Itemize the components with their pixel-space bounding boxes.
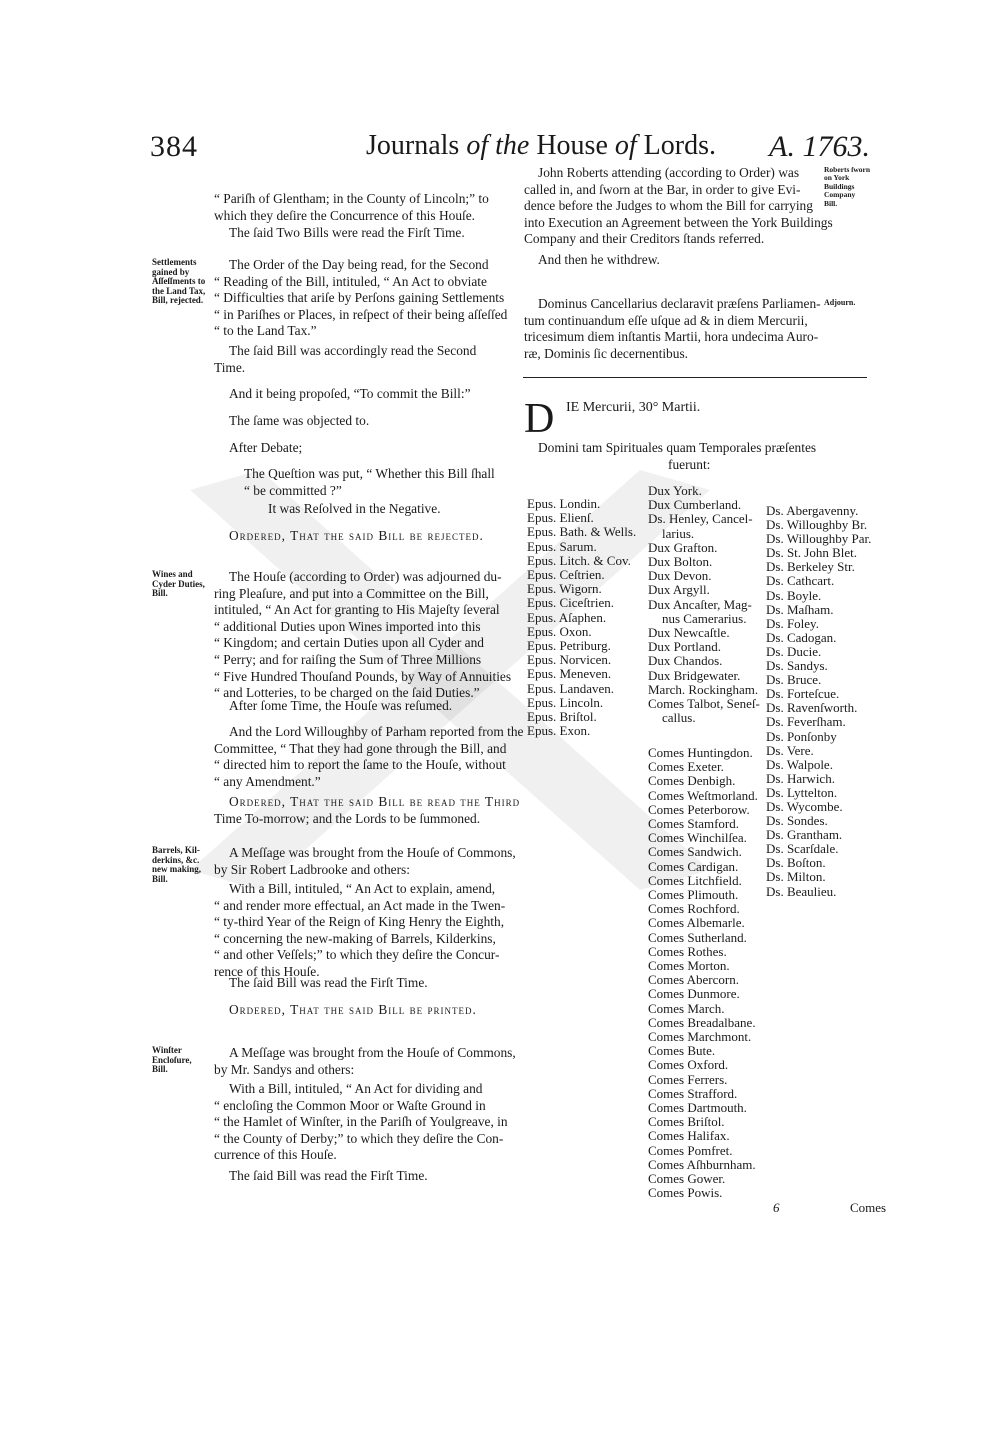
dukes-list: [648, 484, 760, 725]
list-item: Ds. Berkeley Str.: [766, 559, 855, 575]
list-item: larius.: [662, 525, 695, 541]
right-paragraph-2: And then he withdrew.: [538, 252, 660, 267]
list-item: Dux Bridgewater.: [648, 667, 741, 683]
margin-note-settlements: Settlements gained by Aſſeſſments to the Land Tax, Bill, rejected.: [152, 257, 206, 306]
list-item: Comes Denbigh.: [648, 773, 736, 789]
list-item: Comes Peterborow.: [648, 801, 750, 817]
list-item: Comes Dartmouth.: [648, 1100, 747, 1116]
list-item: Epus. Ciceſtrien.: [527, 595, 615, 611]
list-item: Ds. Lyttelton.: [766, 784, 838, 800]
list-item: Ds. Maſham.: [766, 601, 834, 617]
list-item: Ds. Forteſcue.: [766, 686, 840, 702]
section-divider: [523, 377, 867, 378]
list-item: Comes Plimouth.: [648, 887, 739, 903]
list-item: Comes Sutherland.: [648, 929, 747, 945]
list-item: Ds. Ponſonby: [766, 728, 837, 744]
left-paragraph-2: The ſaid Two Bills were read the Firſt Time.: [229, 225, 465, 240]
list-item: Epus. Bath. & Wells.: [527, 524, 637, 540]
list-item: Dux Portland.: [648, 639, 721, 655]
list-item: Ds. Willoughby Br.: [766, 517, 868, 533]
list-item: Comes March.: [648, 1000, 725, 1016]
left-paragraph-16: With a Bill, intituled, “ An Act to explain, amend, “ and render more effectual, an Act made in the Twen- “ ty-third Year of the Reign of King Henry the Eighth, “ concerning the new-making of Barrels, Kilderkins, “ and other Veſſels;” to which they deſire the Concur- rence of this Houſe.: [214, 881, 506, 979]
list-item: Comes Marchmont.: [648, 1029, 752, 1045]
list-item: Ds. Walpole.: [766, 756, 833, 772]
list-item: Epus. Wigorn.: [527, 581, 602, 597]
list-item: Comes Gower.: [648, 1171, 726, 1187]
list-item: Dux Cumberland.: [648, 497, 742, 513]
presence-heading: Domini tam Spirituales quam Temporales præſentes fuerunt:: [538, 440, 817, 472]
left-paragraph-17: The ſaid Bill was read the Firſt Time.: [229, 975, 428, 990]
margin-note-adjourn: Adjourn.: [824, 298, 856, 307]
list-item: Ds. Foley.: [766, 615, 819, 631]
list-item: Ds. Beaulieu.: [766, 883, 837, 899]
list-item: Dux Chandos.: [648, 653, 723, 669]
list-item: March. Rockingham.: [648, 681, 759, 697]
list-item: Ds. Ducie.: [766, 643, 822, 659]
margin-note-barrels: Barrels, Kil- derkins, &c. new making, Bill.: [152, 845, 202, 884]
list-item: Ds. Bruce.: [766, 672, 822, 688]
left-paragraph-9: It was Reſolved in the Negative.: [268, 501, 441, 516]
list-item: Epus. Norvicen.: [527, 652, 612, 668]
list-item: Ds. Abergavenny.: [766, 503, 859, 518]
left-paragraph-1: “ Pariſh of Glentham; in the County of Lincoln;” to which they deſire the Concurrence of this Houſe.: [214, 191, 489, 223]
list-item: Comes Morton.: [648, 958, 730, 974]
list-item: Epus. Landaven.: [527, 680, 615, 696]
left-paragraph-12: After ſome Time, the Houſe was reſumed.: [229, 698, 453, 713]
left-paragraph-7: After Debate;: [229, 440, 303, 455]
list-item: Comes Bute.: [648, 1043, 716, 1059]
title-word: the: [495, 130, 530, 161]
left-paragraph-20: With a Bill, intituled, “ An Act for dividing and “ encloſing the Common Moor or Waſte Ground in “ the Hamlet of Winſter, in the Pariſh of Youlgreave, in “ the County of Derby;” to which they deſire the Con- currence of this Houſe.: [214, 1081, 508, 1163]
left-paragraph-10: Ordered, That the ſaid Bill be rejected.: [229, 528, 484, 543]
list-item: Ds. Ravenſworth.: [766, 700, 858, 716]
right-paragraph-3: Dominus Cancellarius declaravit præſens Parliamen- tum continuandum eſſe uſque ad & in diem Mercurii, tricesimum diem inſtantis Martii, hora undecima Auro- ræ, Dominis ſic decernentibus.: [524, 296, 821, 361]
list-item: callus.: [662, 710, 696, 726]
list-item: Comes Litchfield.: [648, 872, 742, 888]
catchword: Comes: [850, 1200, 887, 1215]
list-item: Comes Pomfret.: [648, 1142, 733, 1158]
list-item: Ds. Cadogan.: [766, 629, 837, 645]
list-item: Epus. Ceſtrien.: [527, 567, 605, 583]
list-item: Epus. Meneven.: [527, 666, 612, 682]
title-word: of: [614, 130, 637, 161]
list-item: Epus. Elienſ.: [527, 510, 594, 526]
list-item: Comes Dunmore.: [648, 986, 740, 1002]
list-item: Comes Cardigan.: [648, 858, 739, 874]
list-item: Epus. Petriburg.: [527, 638, 611, 654]
list-item: Ds. Milton.: [766, 869, 826, 885]
title-word: Lords.: [643, 130, 716, 161]
journal-title: [366, 130, 716, 162]
list-item: Comes Ferrers.: [648, 1071, 728, 1087]
left-paragraph-11: The Houſe (according to Order) was adjourned du- ring Pleaſure, and put into a Committee on the Bill, intituled, “ An Act for granting to His Majeſty ſeveral “ additional Duties upon Wines imported into this “ Kingdom; and certain Duties upon all Cyder and “ Perry; and for raiſing the Sum of Three Millions “ Five Hundred Thouſand Pounds, by Way of Annuities “ and Lotteries, to be charged on the ſaid Duties.”: [214, 569, 512, 701]
title-word: House: [536, 130, 608, 161]
list-item: Dux York.: [648, 483, 702, 498]
left-paragraph-6: The ſame was objected to.: [229, 413, 370, 428]
left-paragraph-19: A Meſſage was brought from the Houſe of Commons, by Mr. Sandys and others:: [214, 1045, 516, 1077]
list-item: Epus. Sarum.: [527, 538, 597, 554]
barons-list: [766, 504, 871, 899]
list-item: Ds. Boyle.: [766, 587, 822, 603]
left-paragraph-4: The ſaid Bill was accordingly read the Second Time.: [214, 343, 477, 375]
list-item: Ds. Grantham.: [766, 827, 843, 843]
list-item: Ds. Henley, Cancel-: [648, 511, 753, 527]
year-heading: A. 1763.: [769, 130, 870, 163]
list-item: Ds. Feverſham.: [766, 714, 846, 730]
list-item: Comes Sandwich.: [648, 844, 742, 860]
list-item: Comes Huntingdon.: [648, 745, 753, 760]
left-paragraph-5: And it being propoſed, “To commit the Bill:”: [229, 386, 471, 401]
list-item: Comes Aſhburnham.: [648, 1156, 756, 1172]
list-item: Dux Devon.: [648, 568, 712, 584]
list-item: Dux Bolton.: [648, 554, 713, 570]
margin-note-wines: Wines and Cyder Duties, Bill.: [152, 569, 205, 599]
list-item: Ds. Boſton.: [766, 855, 826, 871]
left-paragraph-21: The ſaid Bill was read the Firſt Time.: [229, 1168, 428, 1183]
list-item: Epus. Aſaphen.: [527, 609, 607, 625]
margin-note-roberts: Roberts ſworn on York Buildings Company Bill.: [824, 165, 871, 208]
left-paragraph-13: And the Lord Willoughby of Parham reported from the Committee, “ That they had gone through the Bill, and “ directed him to report the ſame to the Houſe, without “ any Amendment.”: [214, 724, 524, 789]
list-item: Comes Rothes.: [648, 943, 727, 959]
signature-mark: 6: [773, 1200, 780, 1215]
list-item: Ds. St. John Blet.: [766, 545, 858, 561]
margin-note-winster: Winſter Encloſure, Bill.: [152, 1045, 192, 1075]
list-item: Epus. Londin.: [527, 496, 601, 511]
day-heading: IE Mercurii, 30° Martii.: [566, 400, 701, 415]
list-item: Ds. Sandys.: [766, 658, 828, 674]
list-item: Ds. Wycombe.: [766, 798, 843, 814]
title-word: Journals: [366, 130, 460, 161]
list-item: Epus. Lincoln.: [527, 694, 604, 710]
list-item: Epus. Briſtol.: [527, 709, 597, 725]
list-item: Dux Grafton.: [648, 539, 718, 555]
right-paragraph-1: John Roberts attending (according to Order) was called in, and ſworn at the Bar, in order to give Evi- dence before the Judges to whom the Bill for carrying into Execution an Agreement between the York Buildings Company and their Creditors ſtands referred.: [524, 165, 833, 247]
list-item: Comes Oxford.: [648, 1057, 729, 1073]
list-item: Epus. Litch. & Cov.: [527, 552, 631, 568]
list-item: Comes Talbot, Seneſ-: [648, 696, 760, 712]
list-item: Comes Albemarle.: [648, 915, 745, 931]
left-paragraph-18: Ordered, That the ſaid Bill be printed.: [229, 1002, 477, 1017]
list-item: Comes Rochford.: [648, 901, 740, 917]
list-item: Comes Breadalbane.: [648, 1014, 756, 1030]
left-paragraph-14: Ordered, That the ſaid Bill be read the Third Time To-morrow; and the Lords to be ſummoned.: [214, 794, 521, 826]
list-item: nus Camerarius.: [662, 610, 747, 626]
page-number: 384: [150, 130, 198, 163]
list-item: Comes Strafford.: [648, 1085, 738, 1101]
list-item: Dux Ancaſter, Mag-: [648, 596, 752, 612]
list-item: Comes Stamford.: [648, 816, 739, 832]
list-item: Comes Briſtol.: [648, 1114, 725, 1130]
list-item: Ds. Cathcart.: [766, 573, 835, 589]
list-item: Comes Winchilſea.: [648, 830, 747, 846]
list-item: Ds. Vere.: [766, 742, 814, 758]
earls-list: [648, 746, 758, 1201]
list-item: Comes Halifax.: [648, 1128, 730, 1144]
list-item: Ds. Willoughby Par.: [766, 531, 872, 547]
title-word: of: [466, 130, 489, 161]
list-item: Comes Exeter.: [648, 759, 724, 775]
list-item: Comes Powis.: [648, 1185, 723, 1201]
list-item: Ds. Scarſdale.: [766, 841, 839, 857]
left-paragraph-15: A Meſſage was brought from the Houſe of Commons, by Sir Robert Ladbrooke and others:: [214, 845, 516, 877]
list-item: Comes Weſtmorland.: [648, 787, 758, 803]
list-item: Dux Argyll.: [648, 582, 710, 598]
bishops-list: [527, 497, 636, 738]
drop-cap: D: [524, 396, 555, 442]
list-item: Ds. Sondes.: [766, 813, 828, 829]
left-paragraph-3: The Order of the Day being read, for the Second “ Reading of the Bill, intituled, “ An Act to obviate “ Difficulties that ariſe by Perſons gaining Settlements “ in Pariſhes or Places, in reſpect of their being aſſeſſed “ to the Land Tax.”: [214, 257, 508, 339]
list-item: Dux Newcaſtle.: [648, 625, 730, 641]
list-item: Epus. Oxon.: [527, 623, 592, 639]
left-paragraph-8: The Queſtion was put, “ Whether this Bill ſhall “ be committed ?”: [244, 466, 495, 498]
list-item: Epus. Exon.: [527, 723, 591, 739]
list-item: Ds. Harwich.: [766, 770, 835, 786]
list-item: Comes Abercorn.: [648, 972, 739, 988]
